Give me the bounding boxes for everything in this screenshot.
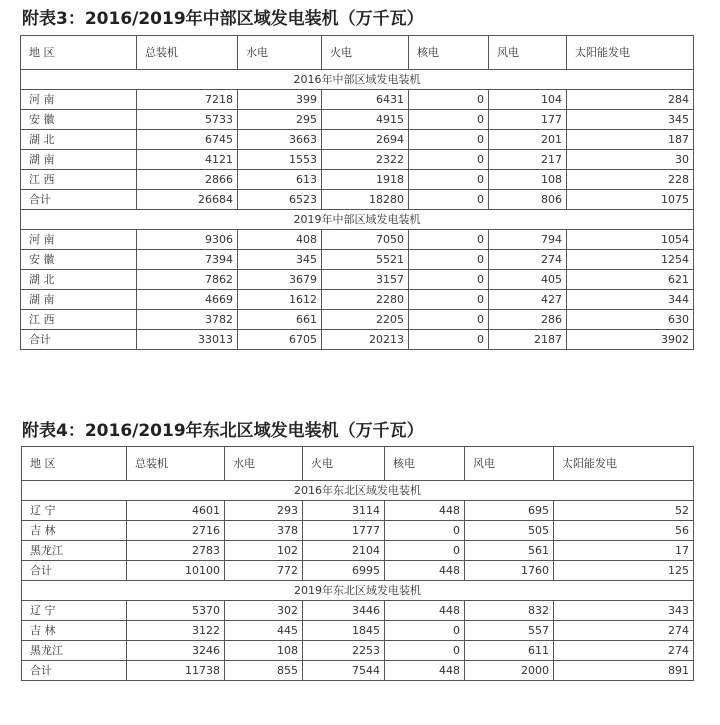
value-cell: 661 [238, 310, 322, 330]
value-cell: 613 [238, 170, 322, 190]
value-cell: 2783 [127, 541, 225, 561]
value-cell: 448 [385, 661, 465, 681]
value-cell: 405 [489, 270, 567, 290]
table-row [22, 641, 694, 661]
region-cell: 黑龙江 [22, 641, 127, 661]
value-cell: 445 [225, 621, 303, 641]
value-cell: 0 [385, 541, 465, 561]
value-cell: 0 [409, 230, 489, 250]
value-cell: 108 [489, 170, 567, 190]
value-cell: 4601 [127, 501, 225, 521]
region-cell: 辽 宁 [22, 501, 127, 521]
value-cell: 3246 [127, 641, 225, 661]
value-cell: 3782 [137, 310, 238, 330]
region-cell: 江 西 [21, 310, 137, 330]
value-cell: 2187 [489, 330, 567, 350]
value-cell: 3902 [567, 330, 694, 350]
group-label: 2019年东北区域发电装机 [22, 581, 694, 601]
value-cell: 1760 [465, 561, 554, 581]
column-header: 水电 [225, 447, 303, 481]
value-cell: 505 [465, 521, 554, 541]
value-cell: 399 [238, 90, 322, 110]
value-cell: 5521 [322, 250, 409, 270]
column-header: 核电 [385, 447, 465, 481]
value-cell: 108 [225, 641, 303, 661]
region-cell: 河 南 [21, 230, 137, 250]
value-cell: 1054 [567, 230, 694, 250]
column-header: 太阳能发电 [567, 36, 694, 70]
value-cell: 448 [385, 501, 465, 521]
value-cell: 1075 [567, 190, 694, 210]
group-label: 2019年中部区域发电装机 [21, 210, 694, 230]
column-header: 地 区 [21, 36, 137, 70]
value-cell: 5370 [127, 601, 225, 621]
value-cell: 561 [465, 541, 554, 561]
value-cell: 10100 [127, 561, 225, 581]
value-cell: 1553 [238, 150, 322, 170]
value-cell: 3663 [238, 130, 322, 150]
region-cell: 河 南 [21, 90, 137, 110]
table-row [21, 270, 694, 290]
value-cell: 611 [465, 641, 554, 661]
value-cell: 26684 [137, 190, 238, 210]
table-row [22, 501, 694, 521]
value-cell: 1612 [238, 290, 322, 310]
table-row [21, 230, 694, 250]
group-header-row [22, 481, 694, 501]
value-cell: 30 [567, 150, 694, 170]
value-cell: 378 [225, 521, 303, 541]
value-cell: 621 [567, 270, 694, 290]
value-cell: 806 [489, 190, 567, 210]
value-cell: 345 [238, 250, 322, 270]
value-cell: 52 [554, 501, 694, 521]
table-title-central-region: 附表3：2016/2019年中部区域发电装机（万千瓦） [22, 9, 424, 29]
value-cell: 56 [554, 521, 694, 541]
table-row [22, 541, 694, 561]
value-cell: 427 [489, 290, 567, 310]
value-cell: 0 [409, 90, 489, 110]
group-label: 2016年中部区域发电装机 [21, 70, 694, 90]
value-cell: 6995 [303, 561, 385, 581]
value-cell: 11738 [127, 661, 225, 681]
value-cell: 448 [385, 601, 465, 621]
value-cell: 295 [238, 110, 322, 130]
northeast-region-capacity-table [21, 446, 694, 681]
value-cell: 448 [385, 561, 465, 581]
value-cell: 0 [409, 310, 489, 330]
group-label: 2016年东北区域发电装机 [22, 481, 694, 501]
value-cell: 1254 [567, 250, 694, 270]
value-cell: 1918 [322, 170, 409, 190]
table-title-northeast-region: 附表4：2016/2019年东北区域发电装机（万千瓦） [22, 421, 424, 441]
value-cell: 2694 [322, 130, 409, 150]
value-cell: 772 [225, 561, 303, 581]
value-cell: 855 [225, 661, 303, 681]
table-row [21, 90, 694, 110]
region-cell: 合计 [21, 330, 137, 350]
region-cell: 湖 北 [21, 270, 137, 290]
table-row [21, 250, 694, 270]
value-cell: 0 [409, 270, 489, 290]
value-cell: 794 [489, 230, 567, 250]
table-row [21, 290, 694, 310]
value-cell: 345 [567, 110, 694, 130]
column-header: 总装机 [127, 447, 225, 481]
value-cell: 33013 [137, 330, 238, 350]
value-cell: 7544 [303, 661, 385, 681]
value-cell: 0 [409, 110, 489, 130]
value-cell: 286 [489, 310, 567, 330]
value-cell: 177 [489, 110, 567, 130]
value-cell: 6523 [238, 190, 322, 210]
value-cell: 2104 [303, 541, 385, 561]
column-header: 总装机 [137, 36, 238, 70]
value-cell: 274 [554, 621, 694, 641]
value-cell: 187 [567, 130, 694, 150]
region-cell: 合计 [22, 561, 127, 581]
value-cell: 0 [409, 170, 489, 190]
value-cell: 0 [385, 621, 465, 641]
group-header-row [22, 581, 694, 601]
value-cell: 201 [489, 130, 567, 150]
table-row [21, 110, 694, 130]
value-cell: 102 [225, 541, 303, 561]
region-cell: 吉 林 [22, 621, 127, 641]
region-cell: 湖 南 [21, 150, 137, 170]
value-cell: 1845 [303, 621, 385, 641]
value-cell: 3446 [303, 601, 385, 621]
column-header: 水电 [238, 36, 322, 70]
value-cell: 0 [409, 150, 489, 170]
value-cell: 0 [409, 330, 489, 350]
table-row [21, 130, 694, 150]
value-cell: 832 [465, 601, 554, 621]
group-header-row [21, 210, 694, 230]
value-cell: 293 [225, 501, 303, 521]
value-cell: 20213 [322, 330, 409, 350]
value-cell: 7394 [137, 250, 238, 270]
value-cell: 2322 [322, 150, 409, 170]
region-cell: 黑龙江 [22, 541, 127, 561]
column-header: 火电 [303, 447, 385, 481]
region-cell: 江 西 [21, 170, 137, 190]
central-region-capacity-table [20, 35, 694, 350]
region-cell: 辽 宁 [22, 601, 127, 621]
value-cell: 2866 [137, 170, 238, 190]
value-cell: 891 [554, 661, 694, 681]
table-row [22, 661, 694, 681]
value-cell: 343 [554, 601, 694, 621]
value-cell: 3114 [303, 501, 385, 521]
column-header: 火电 [322, 36, 409, 70]
column-header: 地 区 [22, 447, 127, 481]
value-cell: 3122 [127, 621, 225, 641]
value-cell: 0 [409, 250, 489, 270]
value-cell: 302 [225, 601, 303, 621]
column-header: 太阳能发电 [554, 447, 694, 481]
value-cell: 5733 [137, 110, 238, 130]
value-cell: 6431 [322, 90, 409, 110]
column-header: 核电 [409, 36, 489, 70]
column-header: 风电 [465, 447, 554, 481]
table-row [22, 621, 694, 641]
value-cell: 3679 [238, 270, 322, 290]
table-row [21, 310, 694, 330]
value-cell: 284 [567, 90, 694, 110]
table-row [21, 170, 694, 190]
header-row [22, 447, 694, 481]
value-cell: 6745 [137, 130, 238, 150]
region-cell: 吉 林 [22, 521, 127, 541]
value-cell: 7050 [322, 230, 409, 250]
value-cell: 7218 [137, 90, 238, 110]
group-header-row [21, 70, 694, 90]
region-cell: 湖 南 [21, 290, 137, 310]
table-row [22, 561, 694, 581]
table-row [21, 150, 694, 170]
value-cell: 6705 [238, 330, 322, 350]
value-cell: 125 [554, 561, 694, 581]
value-cell: 228 [567, 170, 694, 190]
column-header: 风电 [489, 36, 567, 70]
table-row [21, 190, 694, 210]
value-cell: 0 [409, 290, 489, 310]
value-cell: 217 [489, 150, 567, 170]
value-cell: 2205 [322, 310, 409, 330]
value-cell: 557 [465, 621, 554, 641]
value-cell: 2716 [127, 521, 225, 541]
region-cell: 安 徽 [21, 250, 137, 270]
value-cell: 2253 [303, 641, 385, 661]
value-cell: 4121 [137, 150, 238, 170]
value-cell: 0 [385, 521, 465, 541]
region-cell: 合计 [22, 661, 127, 681]
value-cell: 3157 [322, 270, 409, 290]
value-cell: 17 [554, 541, 694, 561]
value-cell: 630 [567, 310, 694, 330]
value-cell: 7862 [137, 270, 238, 290]
value-cell: 0 [409, 130, 489, 150]
value-cell: 0 [409, 190, 489, 210]
region-cell: 湖 北 [21, 130, 137, 150]
value-cell: 104 [489, 90, 567, 110]
header-row [21, 36, 694, 70]
table-row [22, 601, 694, 621]
value-cell: 695 [465, 501, 554, 521]
value-cell: 9306 [137, 230, 238, 250]
value-cell: 1777 [303, 521, 385, 541]
region-cell: 安 徽 [21, 110, 137, 130]
value-cell: 408 [238, 230, 322, 250]
value-cell: 18280 [322, 190, 409, 210]
value-cell: 2000 [465, 661, 554, 681]
value-cell: 4915 [322, 110, 409, 130]
value-cell: 344 [567, 290, 694, 310]
region-cell: 合计 [21, 190, 137, 210]
value-cell: 274 [554, 641, 694, 661]
table-row [22, 521, 694, 541]
value-cell: 2280 [322, 290, 409, 310]
value-cell: 274 [489, 250, 567, 270]
value-cell: 4669 [137, 290, 238, 310]
value-cell: 0 [385, 641, 465, 661]
table-row [21, 330, 694, 350]
